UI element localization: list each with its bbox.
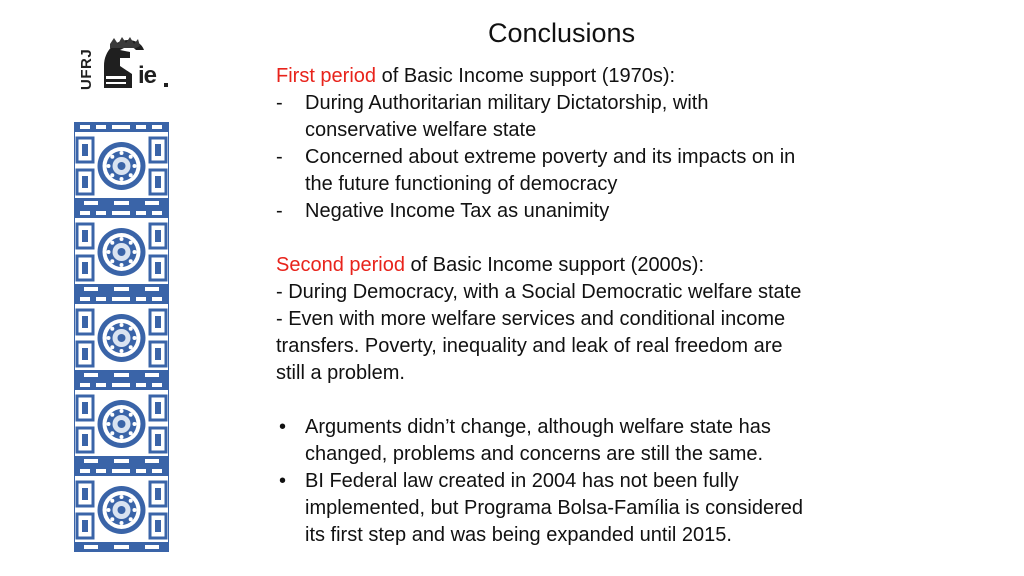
item-line: conservative welfare state xyxy=(305,119,537,141)
bullet-line: changed, problems and concerns are still the same. xyxy=(305,443,764,465)
second-period-line: - Even with more welfare services and conditional income xyxy=(276,308,786,330)
first-period-heading-rest: of Basic Income support (1970s): xyxy=(381,65,676,87)
item-line: During Authoritarian military Dictatorship, with xyxy=(305,92,709,114)
bullet-item xyxy=(276,414,896,468)
first-period-item xyxy=(276,198,896,225)
bullet-line: its first step and was being expanded until 2015. xyxy=(305,524,732,546)
first-period-item xyxy=(276,90,896,144)
bullet-line: BI Federal law created in 2004 has not been fully xyxy=(305,470,739,492)
dash-marker: - xyxy=(276,146,283,168)
second-period-line: transfers. Poverty, inequality and leak of real freedom are xyxy=(276,335,783,357)
item-line: the future functioning of democracy xyxy=(305,173,618,195)
item-line: Concerned about extreme poverty and its impacts on in xyxy=(305,146,796,168)
ufrj-vertical-text: UFRJ xyxy=(78,48,95,90)
second-period-line: - During Democracy, with a Social Democratic welfare state xyxy=(276,281,802,303)
second-period-label: Second period xyxy=(276,254,405,276)
slide-title: Conclusions xyxy=(488,18,636,48)
first-period-heading xyxy=(276,63,896,90)
bullet-item xyxy=(276,468,896,549)
first-period-item xyxy=(276,144,896,198)
second-period-line: still a problem. xyxy=(276,362,405,384)
dash-marker: - xyxy=(276,92,283,114)
ie-logo-dot xyxy=(164,83,168,87)
spacer xyxy=(276,225,896,252)
bullet-marker: • xyxy=(279,416,287,438)
bullet-marker: • xyxy=(279,470,287,492)
first-period-label: First period xyxy=(276,65,377,87)
second-period-heading xyxy=(276,252,896,279)
bullet-line: Arguments didn’t change, although welfare state has xyxy=(305,416,771,438)
bullet-line: implemented, but Programa Bolsa-Família is considered xyxy=(305,497,803,519)
item-line: Negative Income Tax as unanimity xyxy=(305,200,610,222)
slide-content xyxy=(276,63,896,549)
ie-logo-text: ie xyxy=(138,62,157,89)
second-period-heading-rest: of Basic Income support (2000s): xyxy=(410,254,705,276)
dash-marker: - xyxy=(276,200,283,222)
spacer xyxy=(276,387,896,414)
decorative-tile-strip xyxy=(74,122,169,552)
